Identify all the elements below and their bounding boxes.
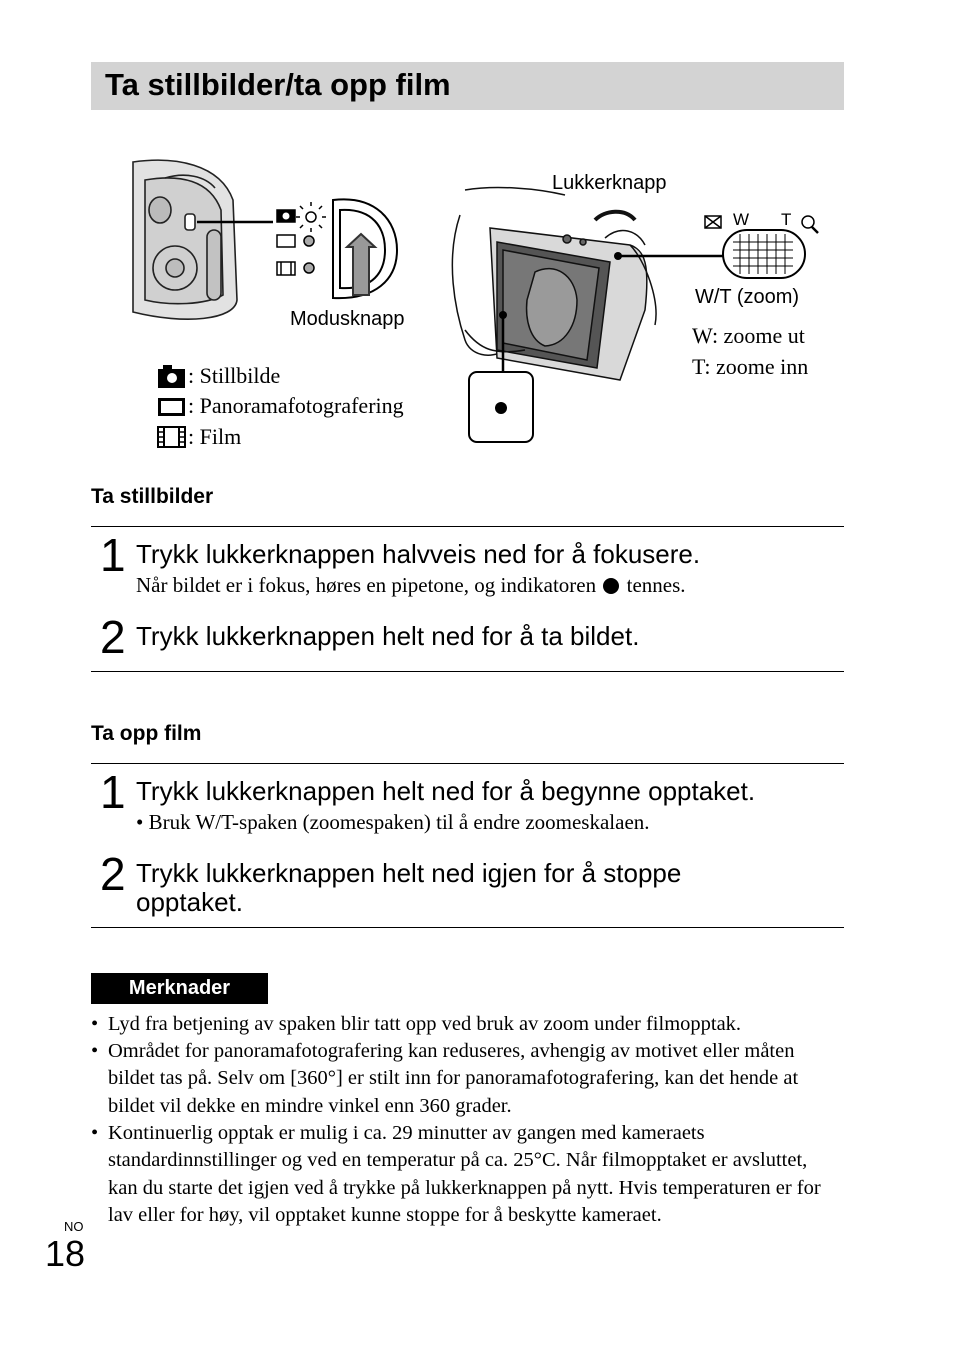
legend-film: : Film (188, 424, 242, 449)
film-icon (158, 427, 185, 447)
page-title: Ta stillbilder/ta opp film (105, 67, 451, 102)
mode-button (333, 199, 397, 298)
step-note: Når bildet er i fokus, høres en pipetone, og indikatoren tennes. (136, 573, 686, 597)
step-instruction: Trykk lukkerknappen halvveis ned for å fokusere. (136, 539, 701, 569)
step-instruction-cont: opptaket. (136, 887, 243, 917)
note-item: • Kontinuerlig opptak er mulig i ca. 29 minutter av gangen med kameraets standardinnstillinger og ved en temperatur på ca. 25°C. Når filmopptaket er avsluttet, kan du starte det igjen ved å trykke på lukkerknappen på nytt. Hvis temperaturen er for lav eller for høy, vil opptaket kunne stoppe for å beskytte kameraet. (91, 1122, 821, 1226)
divider (91, 763, 844, 764)
mode-button-label: Modusknapp (290, 308, 405, 330)
step-note: • Bruk W/T-spaken (zoomespaken) til å endre zoomeskalaen. (136, 810, 650, 834)
movie-heading: Ta opp film (91, 722, 202, 745)
note-item: • Lyd fra betjening av spaken blir tatt opp ved bruk av zoom under filmopptak. (91, 1013, 742, 1035)
legend-still: : Stillbilde (188, 363, 281, 388)
zoom-lever (723, 230, 805, 278)
note-item: • Området for panoramafotografering kan reduseres, avhengig av motivet eller måten bildet tas på. Selv om [360°] er stilt inn for panoramafotografering, kan det hende at bildet vil dekke en mindre vinkel enn 360 grader. (91, 1040, 799, 1117)
step-number: 1 (100, 529, 126, 581)
zoom-w-desc: W: zoome ut (692, 323, 805, 348)
divider (91, 927, 844, 928)
step-number: 2 (100, 611, 126, 663)
legend-panorama: : Panoramafotografering (188, 393, 404, 418)
mode-icons (277, 202, 326, 275)
notes-badge: Merknader (91, 973, 268, 1004)
divider (91, 671, 844, 672)
shutter-label: Lukkerknapp (552, 172, 667, 194)
mode-legend-icons (157, 365, 187, 451)
step-number: 1 (100, 766, 126, 818)
zoom-lever-label: W/T (zoom) (695, 286, 800, 308)
indicator-box (469, 372, 533, 442)
language-code: NO (64, 1219, 84, 1234)
camera-hand (452, 188, 656, 380)
page-number: 18 (45, 1233, 86, 1274)
step-instruction: Trykk lukkerknappen helt ned for å begynne opptaket. (136, 776, 756, 806)
camera-top-view (133, 160, 237, 319)
camera-icon (158, 365, 185, 388)
step-number: 2 (100, 848, 126, 900)
zoom-w-mark: W (733, 210, 750, 229)
zoom-t-mark: T (781, 210, 792, 229)
step-instruction: Trykk lukkerknappen helt ned for å ta bildet. (136, 621, 640, 651)
still-heading: Ta stillbilder (91, 485, 214, 508)
step-instruction: Trykk lukkerknappen helt ned igjen for å stoppe (136, 858, 682, 888)
title-bar (91, 62, 844, 110)
panorama-icon (158, 398, 185, 416)
zoom-t-desc: T: zoome inn (692, 354, 809, 379)
divider (91, 526, 844, 527)
indicator-dot-icon (603, 578, 619, 594)
